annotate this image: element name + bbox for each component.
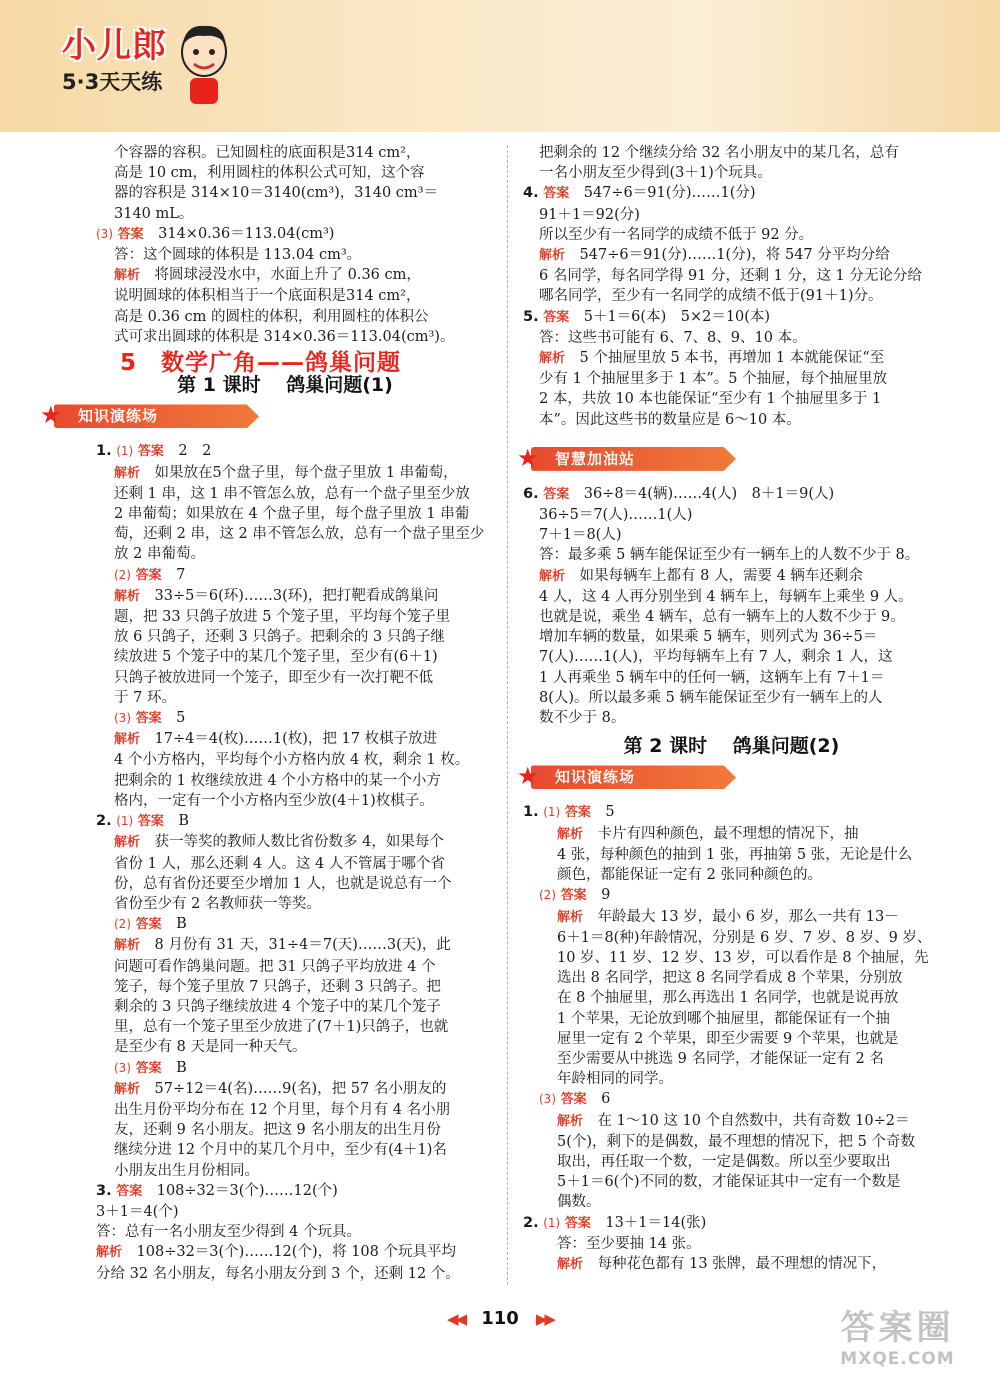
- analysis-tag: 解析: [114, 465, 141, 481]
- analysis-tag: 解析: [539, 351, 566, 367]
- lesson-title: 第 2 课时 鸽巢问题(2): [623, 735, 840, 758]
- text-line: 高是 10 cm，利用圆柱的体积公式可知，这个容: [114, 165, 425, 182]
- text-line: 笼子，每个笼子里放 7 只鸽子，还剩 3 只鸽子。把: [114, 978, 441, 995]
- answer-tag: 答案: [135, 1060, 162, 1076]
- answer-tag: 答案: [116, 1183, 143, 1199]
- answer-tag: 答案: [135, 567, 162, 583]
- banner-label: 智慧加油站: [555, 449, 636, 468]
- answer-line: (2) 答案 B: [114, 916, 187, 933]
- text-line: 少有 1 个抽屉里多于 1 本”。5 个抽屉，每个抽屉里放: [539, 371, 888, 388]
- text-line: 省份 1 人，那么还剩 4 人。这 4 人不管属于哪个省: [114, 855, 445, 872]
- text-line: 于 7 环。: [114, 689, 176, 706]
- text-line: 友，还剩 9 名小朋友。把这 9 名小朋友的出生月份: [114, 1122, 441, 1139]
- text-line: 出生月份平均分布在 12 个月里，每个月有 4 名小朋: [114, 1101, 451, 1118]
- text-line: 颜色，都能保证一定有 2 张同种颜色的。: [557, 867, 822, 884]
- column-divider: [507, 145, 508, 1285]
- answer-line: 1. (1) 答案 2 2: [96, 443, 212, 460]
- text-line: 增加车辆的数量，如果乘 5 辆车，则列式为 36÷5＝: [539, 629, 878, 646]
- analysis-tag: 解析: [539, 248, 566, 264]
- text-line: 续放进 5 个笼子中的某几个笼子里，至少有(6＋1): [114, 649, 438, 666]
- answer-line: (3) 答案 314×0.36＝113.04(cm³): [96, 225, 335, 242]
- text-line: 取出，再任取一个数，一定是偶数。所以至少要取出: [557, 1153, 891, 1170]
- text-line: 在 8 个抽屉里，那么再选出 1 名同学，也就是说再放: [557, 990, 899, 1007]
- analysis-tag: 解析: [114, 588, 141, 604]
- watermark: [800, 1300, 995, 1378]
- answer-tag: 答案: [543, 486, 570, 502]
- answer-tag: 答案: [137, 444, 164, 460]
- text-line: 选出 8 名同学，把这 8 名同学看成 8 个苹果，分别放: [557, 970, 903, 987]
- text-line: 2 本，共放 10 本也能保证“至少有 1 个抽屉里多于 1: [539, 391, 882, 408]
- text-line: 答：总有一名小朋友至少得到 4 个玩具。: [96, 1224, 361, 1241]
- text-line: 1 个苹果，无论放到哪个抽屉里，都能保证有一个抽: [557, 1010, 890, 1027]
- lesson-title: 第 1 课时 鸽巢问题(1): [177, 374, 393, 397]
- page-number: 110: [481, 1308, 519, 1329]
- text-line: 问题可看作鸽巢问题。把 31 只鸽子平均放进 4 个: [114, 958, 436, 975]
- text-line: 所以至少有一名同学的成绩不低于 92 分。: [539, 226, 814, 243]
- text-line: 是至少有 8 天是同一种天气。: [114, 1039, 307, 1056]
- answer-line: 6. 答案 36÷8＝4(辆)……4(人) 8＋1＝9(人): [523, 485, 835, 502]
- text-line: 放 6 只鸽子，还剩 3 只鸽子。把剩余的 3 只鸽子继: [114, 629, 445, 646]
- analysis-line: 解析 每种花色都有 13 张牌，最不理想的情况下，: [557, 1255, 887, 1272]
- answer-line: 2. (1) 答案 13＋1＝14(张): [523, 1214, 707, 1231]
- text-line: 一名小朋友至少得到(3＋1)个玩具。: [539, 165, 772, 182]
- text-line: 7＋1＝8(人): [539, 527, 622, 544]
- text-line: 省份至少有 2 名教师获一等奖。: [114, 895, 321, 912]
- next-arrow-icon: ▶▶: [535, 1310, 553, 1328]
- answer-tag: 答案: [117, 226, 144, 242]
- text-line: 至少需要从中挑选 9 名同学，才能保证一定有 2 名: [557, 1050, 884, 1067]
- watermark-title: 答案圈: [840, 1308, 955, 1348]
- text-line: 2 串葡萄；如果放在 4 个盘子里，每个盘子里放 1 串葡: [114, 506, 470, 523]
- text-line: 91＋1＝92(分): [539, 206, 640, 223]
- answer-tag: 答案: [564, 805, 591, 821]
- text-line: 继续分进 12 个月中的某几个月中，至少有(4＋1)名: [114, 1142, 447, 1159]
- analysis-line: 解析 获一等奖的教师人数比省份数多 4，如果每个: [114, 834, 444, 851]
- answer-tag: 答案: [560, 888, 587, 904]
- text-line: 数不少于 8。: [539, 710, 626, 727]
- text-line: 把剩余的 12 个继续分给 32 名小朋友中的某几名，总有: [539, 145, 899, 161]
- text-line: 答：最多乘 5 辆车能保证至少有一辆车上的人数不少于 8。: [539, 547, 920, 564]
- analysis-line: 解析 547÷6＝91(分)……1(分)，将 547 分平均分给: [539, 247, 890, 264]
- analysis-line: 解析 将圆球浸没水中，水面上升了 0.36 cm，: [114, 267, 421, 284]
- answer-line: 2. (1) 答案 B: [96, 813, 189, 830]
- answer-tag: 答案: [137, 814, 164, 830]
- right-column: [517, 143, 940, 1275]
- answer-line: (2) 答案 7: [114, 566, 186, 583]
- text-line: 6＋1＝8(种)年龄情况，分别是 6 岁、7 岁、8 岁、9 岁、: [557, 929, 932, 946]
- analysis-line: 解析 17÷4＝4(枚)……1(枚)，把 17 枚棋子放进: [114, 731, 438, 748]
- banner-label: 知识演练场: [78, 407, 159, 426]
- text-line: 偶数。: [557, 1194, 601, 1211]
- answer-line: (3) 答案 6: [539, 1091, 611, 1108]
- analysis-line: 解析 5 个抽屉里放 5 本书，再增加 1 本就能保证“至: [539, 350, 885, 367]
- text-line: 放 2 串葡萄。: [114, 546, 205, 563]
- analysis-tag: 解析: [539, 568, 566, 584]
- text-line: 哪名同学，至少有一名同学的成绩不低于(91＋1)分。: [539, 288, 883, 305]
- analysis-tag: 解析: [114, 732, 141, 748]
- analysis-tag: 解析: [96, 1245, 123, 1261]
- text-line: 剩余的 3 只鸽子继续放进 4 个笼子中的某几个笼子: [114, 998, 441, 1015]
- left-column: [40, 143, 490, 1284]
- text-line: 8(人)。所以最多乘 5 辆车能保证至少有一辆车上的人: [539, 689, 883, 706]
- answer-tag: 答案: [543, 309, 570, 325]
- text-line: 3140 mL。: [114, 205, 194, 222]
- banner-flag-icon: ★: [517, 762, 539, 791]
- analysis-line: 解析 卡片有四种颜色，最不理想的情况下，抽: [557, 825, 859, 842]
- answer-line: 3. 答案 108÷32＝3(个)……12(个): [96, 1182, 338, 1199]
- text-line: 说明圆球的体积相当于一个底面积是314 cm²，: [114, 288, 421, 305]
- text-line: 份，总有省份还要至少增加 1 人，也就是说总有一个: [114, 875, 452, 892]
- text-line: 题，把 33 只鸽子放进 5 个笼子里，平均每个笼子里: [114, 609, 451, 626]
- analysis-tag: 解析: [557, 826, 584, 842]
- analysis-tag: 解析: [557, 1256, 584, 1272]
- section-banner: [40, 401, 490, 431]
- text-line: 只鸽子被放进同一个笼子，即至少有一次打靶不低: [114, 669, 433, 686]
- brand-logo: [62, 18, 232, 113]
- text-line: 把剩余的 1 枚继续放进 4 个小方格中的某一个小方: [114, 772, 441, 789]
- analysis-line: 解析 57÷12＝4(名)……9(名)，把 57 名小朋友的: [114, 1080, 447, 1097]
- text-line: 1 人再乘坐 5 辆车中的任何一辆，这辆车上有 7＋1＝: [539, 669, 885, 686]
- text-line: 5＋1＝6(个)不同的数，才能保证其中一定有一个数是: [557, 1174, 901, 1191]
- answer-tag: 答案: [564, 1215, 591, 1231]
- text-line: 7(人)……1(人)，平均每辆车上有 7 人，剩余 1 人，这: [539, 649, 893, 666]
- text-line: 4 张，每种颜色的抽到 1 张，再抽第 5 张，无论是什么: [557, 846, 913, 863]
- text-line: 答：这个圆球的体积是 113.04 cm³。: [114, 247, 362, 264]
- text-line: 3＋1＝4(个): [96, 1203, 179, 1220]
- analysis-line: 解析 年龄最大 13 岁，最小 6 岁，那么一共有 13－: [557, 908, 899, 925]
- answer-tag: 答案: [135, 917, 162, 933]
- text-line: 还剩 1 串，这 1 串不管怎么放，总有一个盘子里至少放: [114, 485, 470, 502]
- chapter-title: 5 数学广角——鸽巢问题: [120, 350, 402, 377]
- answer-line: (3) 答案 B: [114, 1059, 187, 1076]
- analysis-tag: 解析: [114, 1081, 141, 1097]
- answer-tag: 答案: [135, 711, 162, 727]
- text-line: 本”。因此这些书的数量应是 6～10 本。: [539, 411, 801, 428]
- text-line: 屉里一定有 2 个苹果，即至少需要 9 个苹果，也就是: [557, 1030, 899, 1047]
- text-line: 答：这些书可能有 6、7、8、9、10 本。: [539, 329, 807, 346]
- text-line: 格内，一定有一个小方格内至少放(4＋1)枚棋子。: [114, 792, 434, 809]
- text-line: 答：至少要抽 14 张。: [557, 1235, 701, 1252]
- text-line: 器的容积是 314×10＝3140(cm³)，3140 cm³＝: [114, 185, 438, 202]
- analysis-line: 解析 在 1～10 这 10 个自然数中，共有奇数 10÷2＝: [557, 1112, 910, 1129]
- analysis-line: 解析 33÷5＝6(环)……3(环)，把打靶看成鸽巢问: [114, 587, 439, 604]
- answer-line: (3) 答案 5: [114, 710, 186, 727]
- text-line: 式可求出圆球的体积是 314×0.36＝113.04(cm³)。: [114, 328, 455, 345]
- analysis-line: 解析 8 月份有 31 天，31÷4＝7(天)……3(天)，此: [114, 937, 451, 954]
- banner-flag-icon: ★: [517, 443, 539, 472]
- text-line: 年龄相同的同学。: [557, 1071, 673, 1088]
- text-line: 4 人，这 4 人再分别坐到 4 辆车上，每辆车上乘坐 9 人。: [539, 588, 913, 605]
- banner-label: 知识演练场: [555, 768, 636, 787]
- analysis-tag: 解析: [557, 1113, 584, 1129]
- prev-arrow-icon: ◀◀: [447, 1310, 465, 1328]
- analysis-tag: 解析: [114, 938, 141, 954]
- text-line: 分给 32 名小朋友，每名小朋友分到 3 个，还剩 12 个。: [96, 1265, 460, 1282]
- answer-line: (2) 答案 9: [539, 887, 611, 904]
- text-line: 36÷5＝7(人)……1(人): [539, 507, 693, 524]
- answer-line: 1. (1) 答案 5: [523, 804, 615, 821]
- text-line: 个容器的容积。已知圆柱的底面积是314 cm²，: [114, 145, 421, 161]
- answer-tag: 答案: [560, 1092, 587, 1108]
- text-line: 也就是说，乘坐 4 辆车，总有一辆车上的人数不少于 9。: [539, 609, 905, 626]
- mascot-icon: [174, 22, 234, 106]
- answer-tag: 答案: [543, 186, 570, 202]
- brand-subtitle: 5·3天天练: [62, 70, 163, 94]
- banner-flag-icon: ★: [40, 401, 62, 430]
- analysis-line: 解析 108÷32＝3(个)……12(个)，将 108 个玩具平均: [96, 1244, 456, 1261]
- text-line: 小朋友出生月份相同。: [114, 1162, 259, 1179]
- analysis-tag: 解析: [557, 909, 584, 925]
- text-line: 6 名同学，每名同学得 91 分，还剩 1 分，这 1 分无论分给: [539, 268, 922, 285]
- analysis-tag: 解析: [114, 835, 141, 851]
- section-banner: [517, 444, 940, 474]
- text-line: 10 岁、11 岁、12 岁、13 岁，可以看作是 8 个抽屉，先: [557, 949, 929, 966]
- text-line: 萄，还剩 2 串，这 2 串不管怎么放，总有一个盘子里至少: [114, 526, 485, 543]
- text-line: 4 个小方格内，平均每个小方格内放 4 枚，剩余 1 枚。: [114, 752, 470, 769]
- analysis-line: 解析 如果放在5个盘子里，每个盘子里放 1 串葡萄，: [114, 464, 458, 481]
- section-banner: [517, 762, 940, 792]
- text-line: 里，总有一个笼子里至少放进了(7＋1)只鸽子，也就: [114, 1019, 449, 1036]
- text-line: 5(个)，剩下的是偶数，最不理想的情况下，把 5 个奇数: [557, 1133, 915, 1150]
- watermark-url: MXQE.COM: [840, 1349, 955, 1369]
- answer-line: 4. 答案 547÷6＝91(分)……1(分): [523, 185, 756, 202]
- brand-title: 小儿郎: [62, 26, 167, 66]
- text-line: 高是 0.36 cm 的圆柱的体积，利用圆柱的体积公: [114, 308, 429, 325]
- analysis-line: 解析 如果每辆车上都有 8 人，需要 4 辆车还剩余: [539, 567, 863, 584]
- analysis-tag: 解析: [114, 268, 141, 284]
- answer-line: 5. 答案 5＋1＝6(本) 5×2＝10(本): [523, 308, 771, 325]
